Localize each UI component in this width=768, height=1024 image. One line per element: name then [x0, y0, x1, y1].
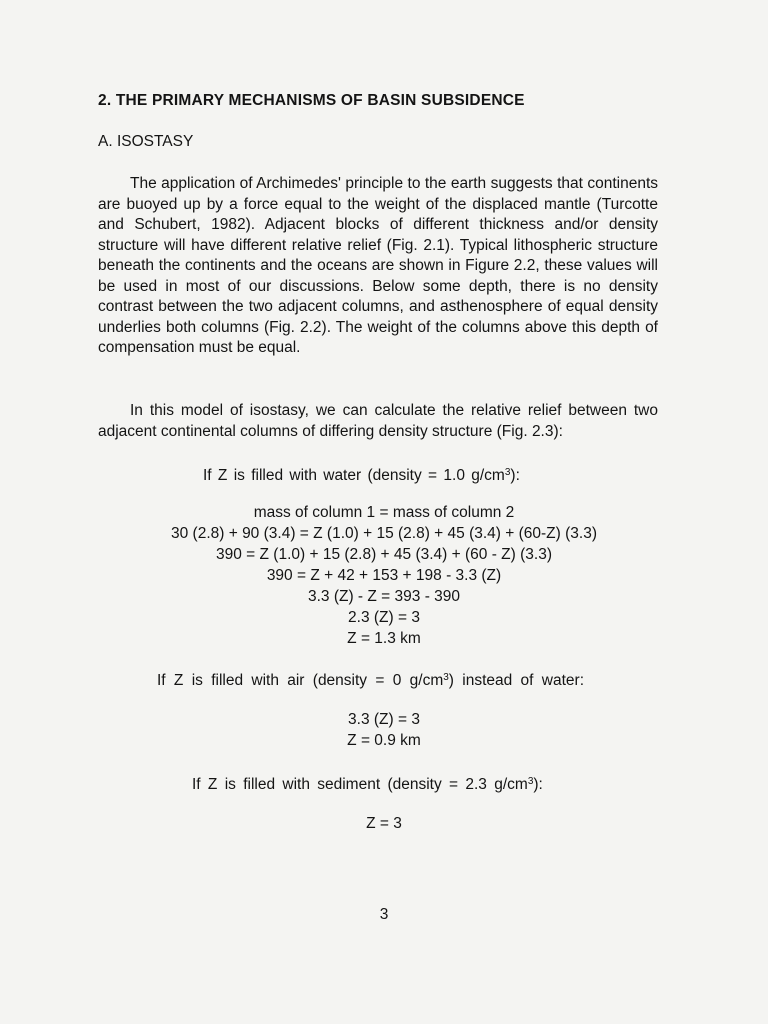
equation-line: 3.3 (Z) - Z = 393 - 390 [307, 588, 461, 605]
equations-water [0, 502, 768, 649]
paragraph-archimedes-text: The application of Archimedes' principle to the earth suggests that continents are buoyed up by a force equal to the weight of the displaced mantle (Turcotte and Schubert, 1982). Adjacent blocks of different thickness and/or density structure will have different relative relief (Fig. 2.1). Typical lithospheric structure beneath the continents and the oceans are shown in Figure 2.2, these values will be used in most of our discussions. Below some depth, there is no density contrast between the two adjacent columns, and asthenosphere of equal density underlies both columns (Fig. 2.2). The weight of the columns above this depth of compensation must be equal. [98, 175, 658, 356]
equation-line: Z = 1.3 km [347, 630, 421, 647]
condition-water-sup: 3 [504, 467, 511, 478]
chapter-title: 2. THE PRIMARY MECHANISMS OF BASIN SUBSIDENCE [98, 92, 525, 109]
condition-water-text: If Z is filled with water (density = 1.0 g/cm [203, 467, 505, 484]
equation-line: mass of column 1 = mass of column 2 [253, 504, 515, 521]
equation-line: 390 = Z (1.0) + 15 (2.8) + 45 (3.4) + (60 - Z) (3.3) [216, 546, 552, 563]
condition-sediment-sup: 3 [527, 776, 534, 787]
equation-line: Z = 3 [366, 815, 402, 832]
condition-sediment-text: If Z is filled with sediment (density = 2.3 g/cm [192, 776, 528, 793]
condition-water-end: ): [510, 467, 520, 484]
condition-water [203, 463, 520, 486]
condition-air [157, 668, 584, 691]
condition-air-sup: 3 [443, 672, 449, 683]
condition-air-end: ) instead of water: [448, 672, 584, 689]
equation-line: Z = 0.9 km [347, 732, 421, 749]
paragraph-isostasy-model-text: In this model of isostasy, we can calculate the relative relief between two adjacent continental columns of differing density structure (Fig. 2.3): [98, 402, 658, 440]
condition-air-text: If Z is filled with air (density = 0 g/cm [157, 672, 444, 689]
paragraph-isostasy-model [98, 401, 658, 442]
page-number: 3 [379, 906, 389, 923]
section-title: A. ISOSTASY [98, 133, 194, 150]
condition-sediment [192, 772, 543, 795]
equation-line: 390 = Z + 42 + 153 + 198 - 3.3 (Z) [266, 567, 502, 584]
condition-sediment-end: ): [533, 776, 543, 793]
equation-line: 30 (2.8) + 90 (3.4) = Z (1.0) + 15 (2.8) + 45 (3.4) + (60-Z) (3.3) [170, 525, 597, 542]
equation-line: 2.3 (Z) = 3 [348, 609, 420, 626]
equations-sediment [0, 813, 768, 834]
equations-air [0, 709, 768, 751]
paragraph-archimedes [98, 174, 658, 359]
equation-line: 3.3 (Z) = 3 [348, 711, 420, 728]
